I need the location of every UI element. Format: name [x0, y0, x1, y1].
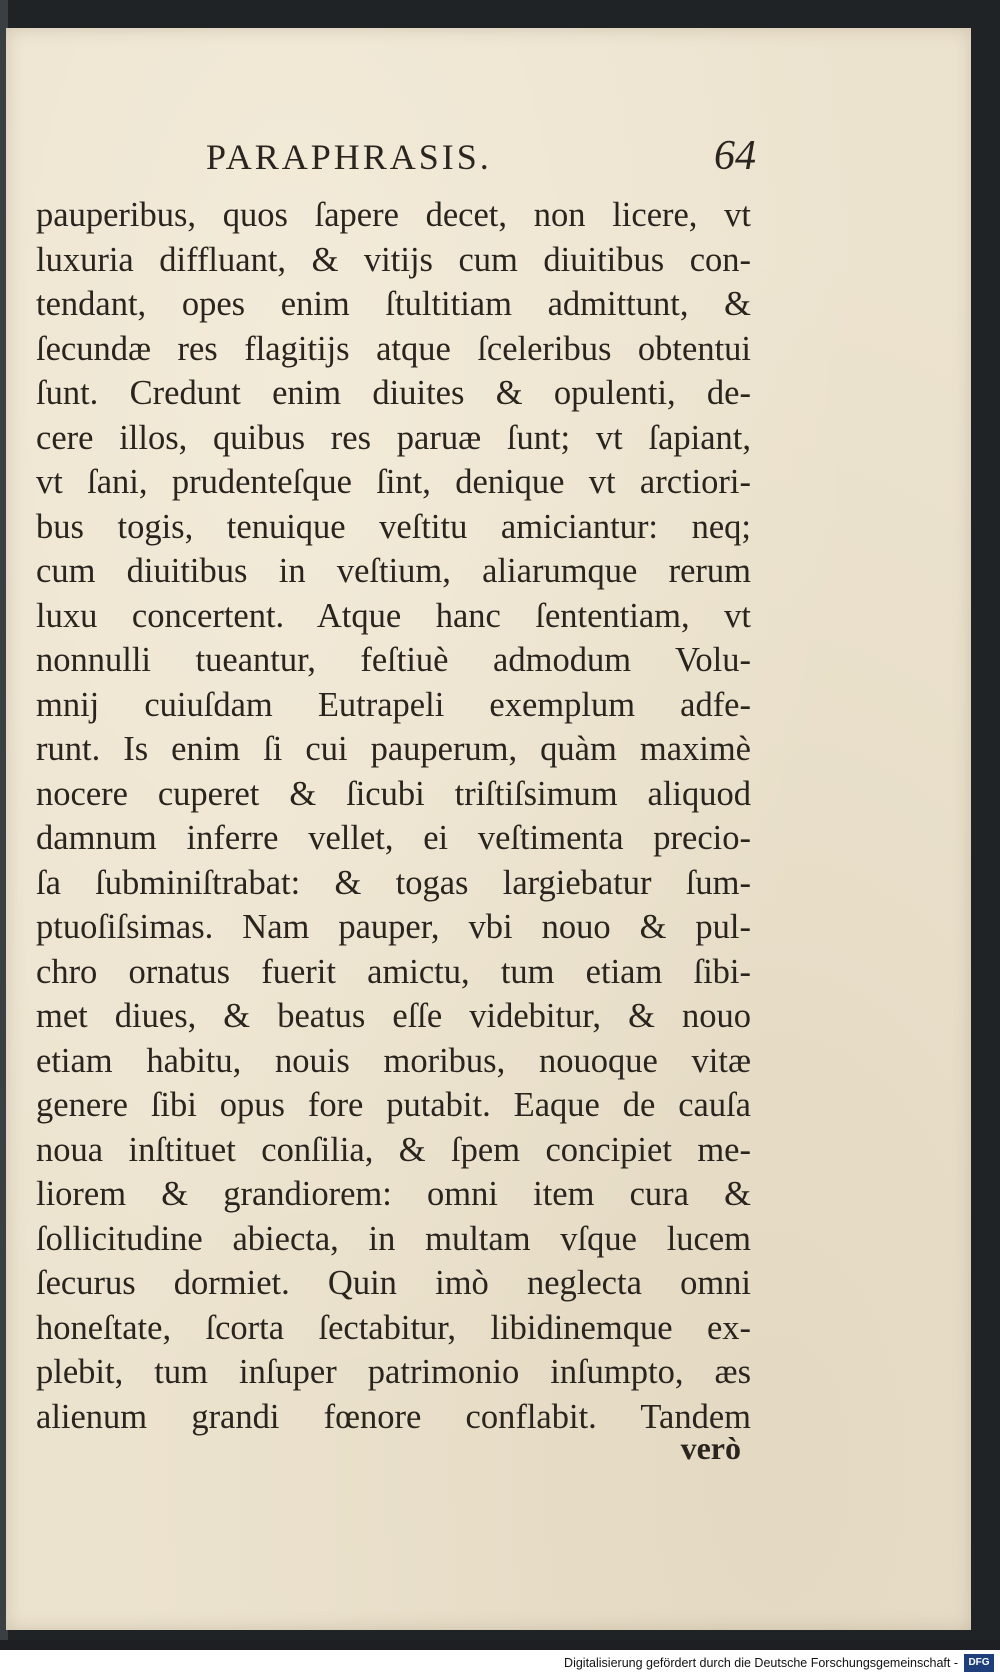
text-line: luxuria diffluant, & vitijs cum diuitibus con-	[36, 240, 751, 279]
text-line: damnum inferre vellet, ei veſtimenta precio-	[36, 819, 751, 857]
text-line: pauperibus, quos ſapere decet, non licere, vt	[36, 196, 751, 234]
text-line: genere ſibi opus fore putabit. Eaque de cauſa	[36, 1086, 751, 1124]
text-line: vt ſani, prudenteſque ſint, denique vt arctiori-	[36, 463, 751, 501]
text-block	[36, 193, 751, 1439]
text-line: ſecurus dormiet. Quin imò neglecta omni	[36, 1264, 751, 1302]
text-line: etiam habitu, nouis moribus, nouoque vitæ	[36, 1041, 751, 1080]
text-line: honeſtate, ſcorta ſectabitur, libidinemque ex-	[36, 1308, 751, 1347]
page-header	[206, 133, 756, 186]
footer-bar	[0, 1650, 1000, 1679]
text-line: chro ornatus fuerit amictu, tum etiam ſibi-	[36, 952, 751, 991]
text-line: nocere cuperet & ſicubi triſtiſsimum aliquod	[36, 774, 751, 813]
text-line: nonnulli tueantur, feſtiuè admodum Volu-	[36, 641, 751, 679]
text-line: cere illos, quibus res paruæ ſunt; vt ſapiant,	[36, 418, 751, 457]
text-line: bus togis, tenuique veſtitu amiciantur: neq;	[36, 507, 751, 546]
text-line: cum diuitibus in veſtium, aliarumque rerum	[36, 552, 751, 590]
text-line: noua inſtituet conſilia, & ſpem concipiet me-	[36, 1130, 751, 1169]
book-page	[6, 28, 971, 1630]
page-number: 64	[714, 133, 756, 179]
text-line: plebit, tum inſuper patrimonio inſumpto, æs	[36, 1353, 751, 1391]
text-line: tendant, opes enim ſtultitiam admittunt, &	[36, 285, 751, 323]
text-line: met diues, & beatus eſſe videbitur, & nouo	[36, 997, 751, 1035]
text-line: mnij cuiuſdam Eutrapeli exemplum adfe-	[36, 685, 751, 724]
text-line: luxu concertent. Atque hanc ſententiam, vt	[36, 596, 751, 635]
text-line: ptuoſiſsimas. Nam pauper, vbi nouo & pul-	[36, 908, 751, 946]
running-head: PARAPHRASIS.	[206, 137, 492, 177]
text-line: ſollicitudine abiecta, in multam vſque lucem	[36, 1219, 751, 1258]
text-line: ſecundæ res flagitijs atque ſceleribus obtentui	[36, 329, 751, 368]
dfg-logo: DFG	[964, 1654, 994, 1672]
text-line: liorem & grandiorem: omni item cura &	[36, 1175, 751, 1213]
text-line: ſunt. Credunt enim diuites & opulenti, de-	[36, 374, 751, 412]
catchword: verò	[680, 1430, 741, 1466]
text-line: runt. Is enim ſi cui pauperum, quàm maximè	[36, 730, 751, 768]
digitization-credit: Digitalisierung gefördert durch die Deutsche Forschungsgemeinschaft -	[564, 1656, 958, 1670]
text-line: ſa ſubminiſtrabat: & togas largiebatur ſum-	[36, 863, 751, 902]
text-line: alienum grandi fœnore conflabit. Tandem	[36, 1397, 751, 1436]
